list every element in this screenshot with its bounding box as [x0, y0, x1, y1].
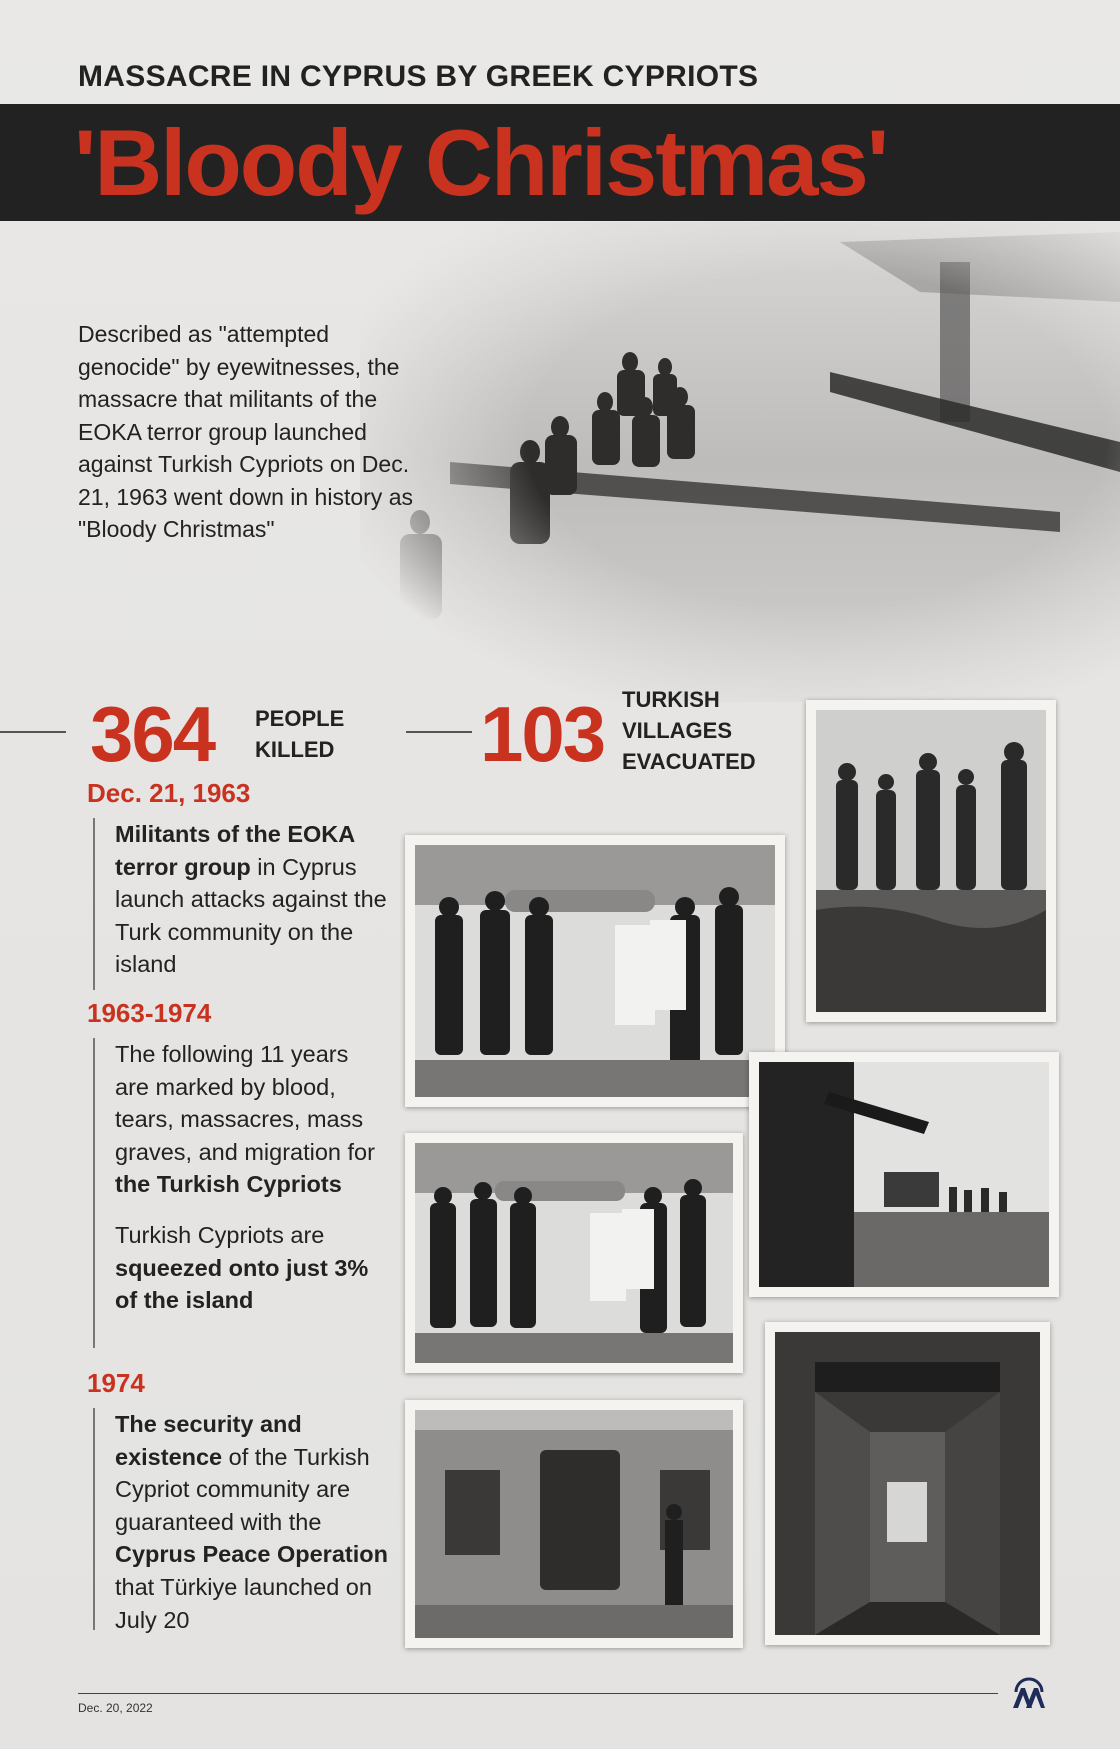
- timeline-text-1963-1974-b: [95, 1219, 385, 1317]
- timeline-bold-1963: Militants of the EOKA terror group: [115, 821, 355, 880]
- intro-paragraph: Described as "attempted genocide" by eyewitnesses, the massacre that militants of the EOKA terror group launched against Turkish Cypriots on Dec. 21, 1963 went down in history as "Bloody Christmas": [78, 321, 413, 542]
- timeline-span-1974-b: that Türkiye launched on July 20: [115, 1573, 372, 1633]
- photo-soldier-with-rifle: [749, 1052, 1059, 1297]
- timeline-span-1963: in Cyprus launch attacks against the Turk community on the island: [115, 853, 387, 978]
- timeline-text-1963: [95, 818, 405, 981]
- stat-divider-left: [0, 731, 66, 733]
- timeline-bold-1974-a: The security and existence: [115, 1411, 302, 1470]
- photo-men-carrying-stretcher-1: [405, 835, 785, 1107]
- kicker-headline: MASSACRE IN CYPRUS BY GREEK CYPRIOTS: [78, 60, 759, 93]
- aa-logo-icon: [1010, 1676, 1048, 1710]
- stat-killed-number: 364: [90, 690, 215, 778]
- timeline-year-1963-1974: 1963-1974: [87, 998, 212, 1028]
- footer-divider: [78, 1693, 998, 1694]
- stat-villages-label: [622, 684, 756, 777]
- timeline-span-1974-a: of the Turkish Cypriot community are guaranteed with the: [115, 1443, 370, 1535]
- photo-damaged-building: [405, 1400, 743, 1648]
- hero-photo: [360, 222, 1120, 702]
- page-title: 'Bloody Christmas': [74, 110, 888, 215]
- timeline-text-1974: [95, 1408, 395, 1636]
- timeline-year-1963: Dec. 21, 1963: [87, 778, 251, 808]
- timeline-text-1963-1974-a: [95, 1038, 385, 1201]
- photo-men-carrying-stretcher-2: [405, 1133, 743, 1373]
- timeline-span-1963-1974-a: The following 11 years are marked by blood, tears, massacres, mass graves, and migration for: [115, 1041, 375, 1165]
- timeline-entry-1974: [93, 1408, 395, 1633]
- stat-divider-middle: [406, 731, 472, 733]
- stat-villages-label-line3: EVACUATED: [622, 749, 756, 774]
- timeline-entry-1963-1974: [93, 1038, 395, 1348]
- timeline-bold-1963-1974-b: squeezed onto just 3% of the island: [115, 1254, 369, 1314]
- stat-killed-label-line1: PEOPLE: [255, 706, 345, 731]
- timeline-bold-1963-1974-a: the Turkish Cypriots: [115, 1171, 342, 1198]
- stat-villages-label-line2: VILLAGES: [622, 718, 733, 743]
- stat-villages-number: 103: [480, 690, 605, 778]
- timeline-bold-1974-b: Cyprus Peace Operation: [115, 1541, 388, 1568]
- timeline-year-1974: 1974: [87, 1368, 145, 1398]
- photo-burned-hallway: [765, 1322, 1050, 1645]
- photo-crowd-at-graves: [806, 700, 1056, 1022]
- stat-killed-label-line2: KILLED: [255, 737, 335, 762]
- stat-killed-label: [255, 703, 344, 765]
- stat-villages-label-line1: TURKISH: [622, 687, 720, 712]
- timeline-entry-1963: [93, 818, 395, 990]
- footer-date: Dec. 20, 2022: [78, 1701, 153, 1715]
- timeline-span-1963-1974-b: Turkish Cypriots are: [115, 1221, 325, 1248]
